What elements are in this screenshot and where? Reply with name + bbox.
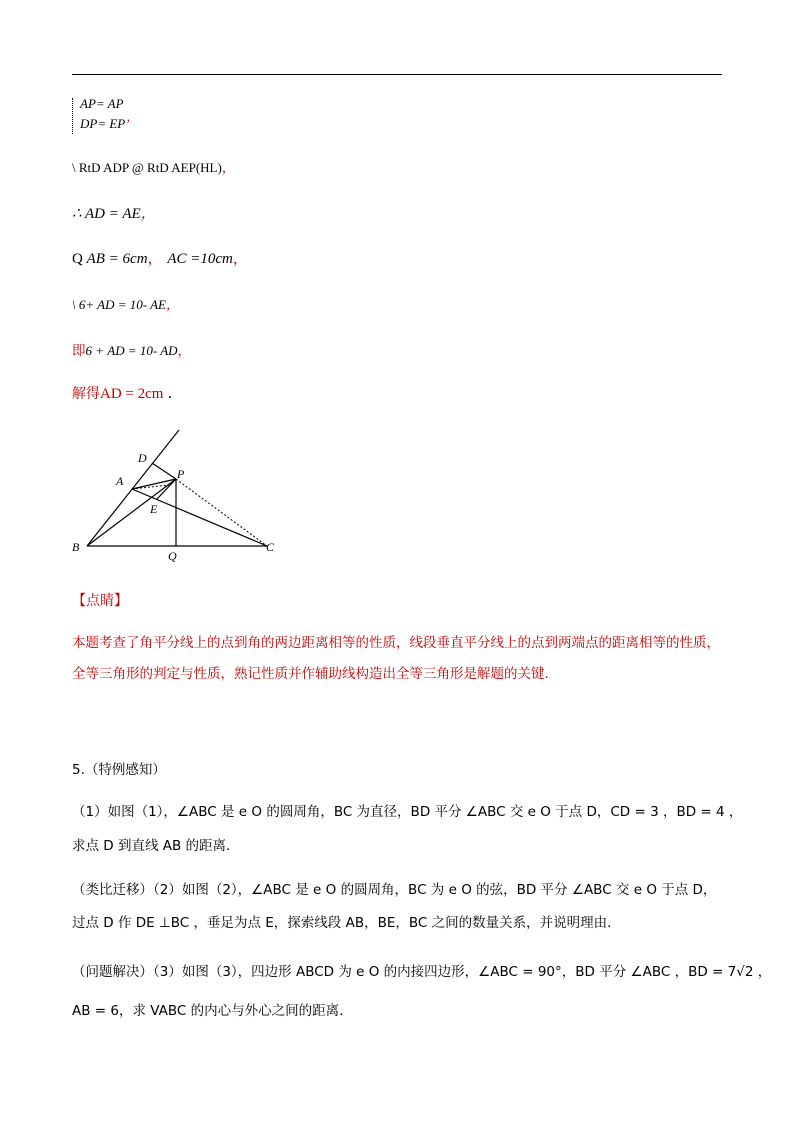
system-row-2-text: DP= EP <box>80 116 126 131</box>
proof-solve-text: AD = 2cm <box>100 386 164 402</box>
proof-rt-tail: ， <box>221 160 235 175</box>
proof-line-rt <box>72 157 235 176</box>
proof-ji-prefix: 即 <box>72 343 86 359</box>
label-p: P <box>177 467 185 481</box>
question-part3-line2: AB = 6，求 VABC 的内心与外心之间的距离. <box>72 1003 344 1019</box>
system-row-1: AP= AP <box>80 96 124 111</box>
proof-sum-text: \ 6+ AD = 10- AE <box>72 297 166 312</box>
system-row-2 <box>80 116 130 132</box>
proof-rt-text: \ RtD ADP @ RtD AEP(HL) <box>72 160 222 175</box>
proof-given-tail: ， <box>232 249 248 267</box>
proof-line-ad-eq <box>72 202 156 223</box>
proof-line-ji <box>72 339 191 359</box>
label-b: B <box>72 540 80 554</box>
proof-ad-eq-text: ∴ AD = AE <box>72 206 141 222</box>
proof-given-ac: AC =10cm <box>167 251 233 267</box>
proof-line-given <box>72 247 248 268</box>
segment-pe <box>157 479 176 499</box>
segment-pc-dashed <box>176 479 267 546</box>
question-part1-line1: （1）如图（1），∠ABC 是 e O 的圆周角，BC 为直径，BD 平分 ∠ABC 交 e O 于点 D，CD = 3 ，BD = 4 ， <box>72 804 743 820</box>
dianjing-body: 本题考查了角平分线上的点到角的两边距离相等的性质，线段垂直平分线上的点到两端点的距离相等的性质，全等三角形的判定与性质，熟记性质并作辅助线构造出全等三角形是解题的关键. <box>72 635 720 682</box>
segment-ac <box>132 489 267 546</box>
label-a: A <box>116 474 124 488</box>
proof-given-ab: AB = 6cm <box>86 251 148 267</box>
question-part1-line2: 求点 D 到直线 AB 的距离. <box>72 838 231 854</box>
proof-given-sep: ， <box>147 249 168 267</box>
label-d: D <box>138 451 147 465</box>
geometry-figure <box>64 422 294 571</box>
dianjing-heading: 【点睛】 <box>72 593 128 609</box>
segment-dp <box>152 463 176 479</box>
question-part2-line2: 过点 D 作 DE ⊥BC ，垂足为点 E，探索线段 AB，BE，BC 之间的数量关系，并说明理由. <box>72 915 612 931</box>
proof-ji-tail: ， <box>177 344 191 359</box>
label-e: E <box>150 502 158 516</box>
label-c: C <box>266 540 275 554</box>
header-rule <box>72 74 722 75</box>
question-part3-line1: （问题解决）（3）如图（3），四边形 ABCD 为 e O 的内接四边形，∠ABC = 90°，BD 平分 ∠ABC ，BD = 7√2 ， <box>72 964 772 980</box>
proof-line-solve <box>72 383 172 403</box>
proof-given-q: Q <box>72 251 87 267</box>
proof-ji-text: 6 + AD = 10- AD <box>85 343 178 358</box>
proof-ad-eq-tail: ， <box>140 206 156 222</box>
ray-bd <box>87 430 179 546</box>
question-part2-line1: （类比迁移）（2）如图（2），∠ABC 是 e O 的圆周角，BC 为 e O 的弦，BD 平分 ∠ABC 交 e O 于点 D， <box>72 882 717 898</box>
brace-icon <box>72 98 76 134</box>
label-q: Q <box>168 549 177 563</box>
proof-solve-prefix: 解得 <box>72 386 100 402</box>
proof-solve-tail: . <box>167 384 173 402</box>
proof-sum-tail: ， <box>165 297 179 312</box>
system-comma: ’ <box>125 116 130 131</box>
question-title: 5.（特例感知） <box>72 762 166 778</box>
proof-line-sum <box>72 294 179 313</box>
